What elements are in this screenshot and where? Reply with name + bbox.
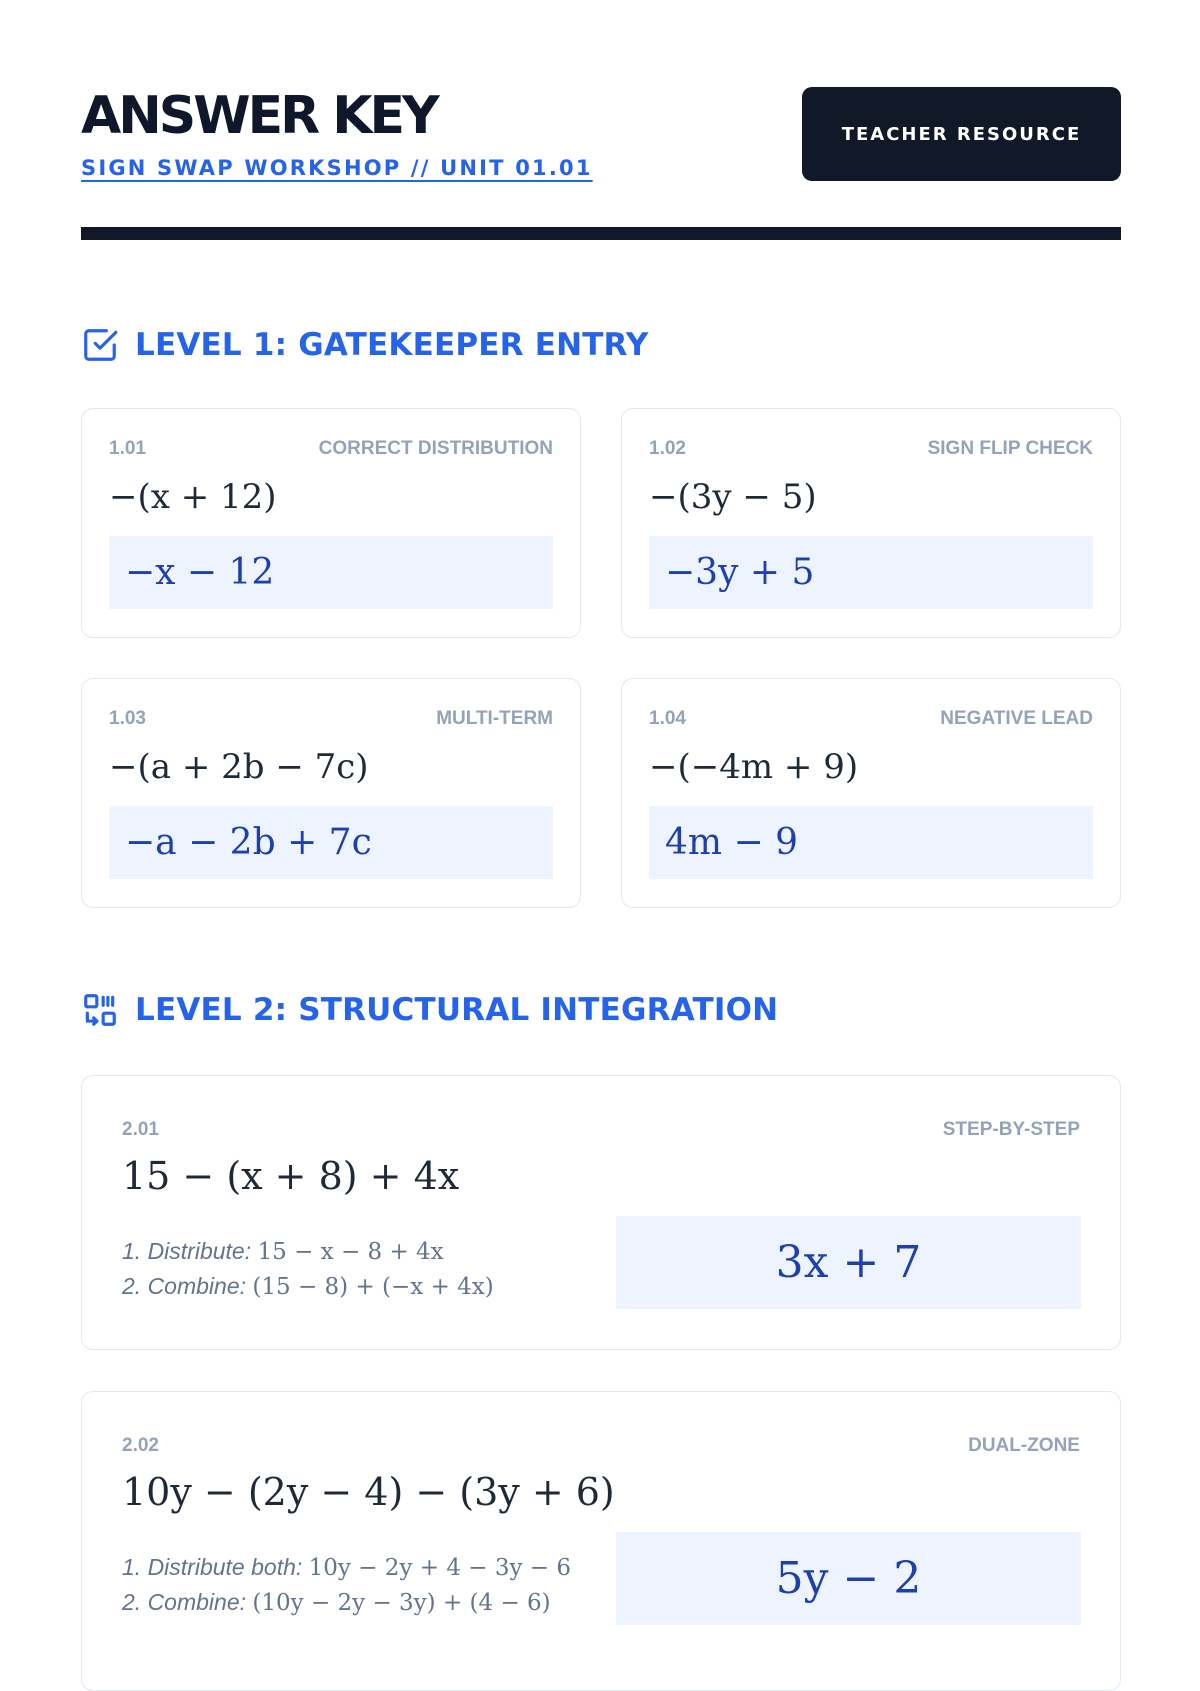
teacher-resource-badge: TEACHER RESOURCE (802, 87, 1121, 181)
answer-box: 4m − 9 (649, 806, 1093, 879)
problem-tag: NEGATIVE LEAD (940, 708, 1093, 729)
header-divider (81, 227, 1121, 240)
problem-number: 1.02 (649, 438, 686, 459)
problem-expression: −(3y − 5) (649, 477, 817, 517)
problem-card (621, 408, 1121, 638)
structure-icon (81, 991, 119, 1029)
level1-title: LEVEL 1: GATEKEEPER ENTRY (135, 327, 649, 363)
problem-expression: −(x + 12) (109, 477, 277, 517)
problem-tag: MULTI-TERM (436, 708, 553, 729)
problem-number: 1.01 (109, 438, 146, 459)
page-subtitle: SIGN SWAP WORKSHOP // UNIT 01.01 (81, 156, 593, 180)
problem-number: 1.04 (649, 708, 686, 729)
problem-expression: 10y − (2y − 4) − (3y + 6) (122, 1470, 615, 1514)
problem-card (621, 678, 1121, 908)
problem-card (81, 678, 581, 908)
solution-step: 1. Distribute both: 10y − 2y + 4 − 3y − 6 (122, 1554, 572, 1581)
answer-box: −3y + 5 (649, 536, 1093, 609)
solution-steps (122, 1234, 494, 1304)
level2-heading (81, 991, 778, 1029)
level1-heading (81, 326, 649, 364)
problem-number: 1.03 (109, 708, 146, 729)
problem-tag: CORRECT DISTRIBUTION (318, 438, 553, 459)
problem-number: 2.02 (122, 1435, 159, 1456)
problem-tag: SIGN FLIP CHECK (927, 438, 1093, 459)
level2-title: LEVEL 2: STRUCTURAL INTEGRATION (135, 992, 779, 1028)
answer-box: 3x + 7 (616, 1216, 1081, 1309)
problem-expression: −(−4m + 9) (649, 747, 859, 787)
solution-step: 2. Combine: (15 − 8) + (−x + 4x) (122, 1273, 494, 1300)
problem-card-wide (81, 1075, 1121, 1350)
solution-step: 2. Combine: (10y − 2y − 3y) + (4 − 6) (122, 1589, 551, 1616)
problem-card (81, 408, 581, 638)
problem-expression: 15 − (x + 8) + 4x (122, 1154, 460, 1198)
checkbox-icon (81, 326, 119, 364)
solution-steps (122, 1550, 571, 1620)
answer-box: −a − 2b + 7c (109, 806, 553, 879)
solution-step: 1. Distribute: 15 − x − 8 + 4x (122, 1238, 444, 1265)
problem-expression: −(a + 2b − 7c) (109, 747, 369, 787)
page-header (81, 86, 1121, 182)
page-title: ANSWER KEY (81, 86, 437, 146)
answer-box: 5y − 2 (616, 1532, 1081, 1625)
problem-tag: STEP-BY-STEP (942, 1119, 1080, 1140)
answer-box: −x − 12 (109, 536, 553, 609)
problem-tag: DUAL-ZONE (968, 1435, 1080, 1456)
problem-number: 2.01 (122, 1119, 159, 1140)
problem-card-wide (81, 1391, 1121, 1691)
